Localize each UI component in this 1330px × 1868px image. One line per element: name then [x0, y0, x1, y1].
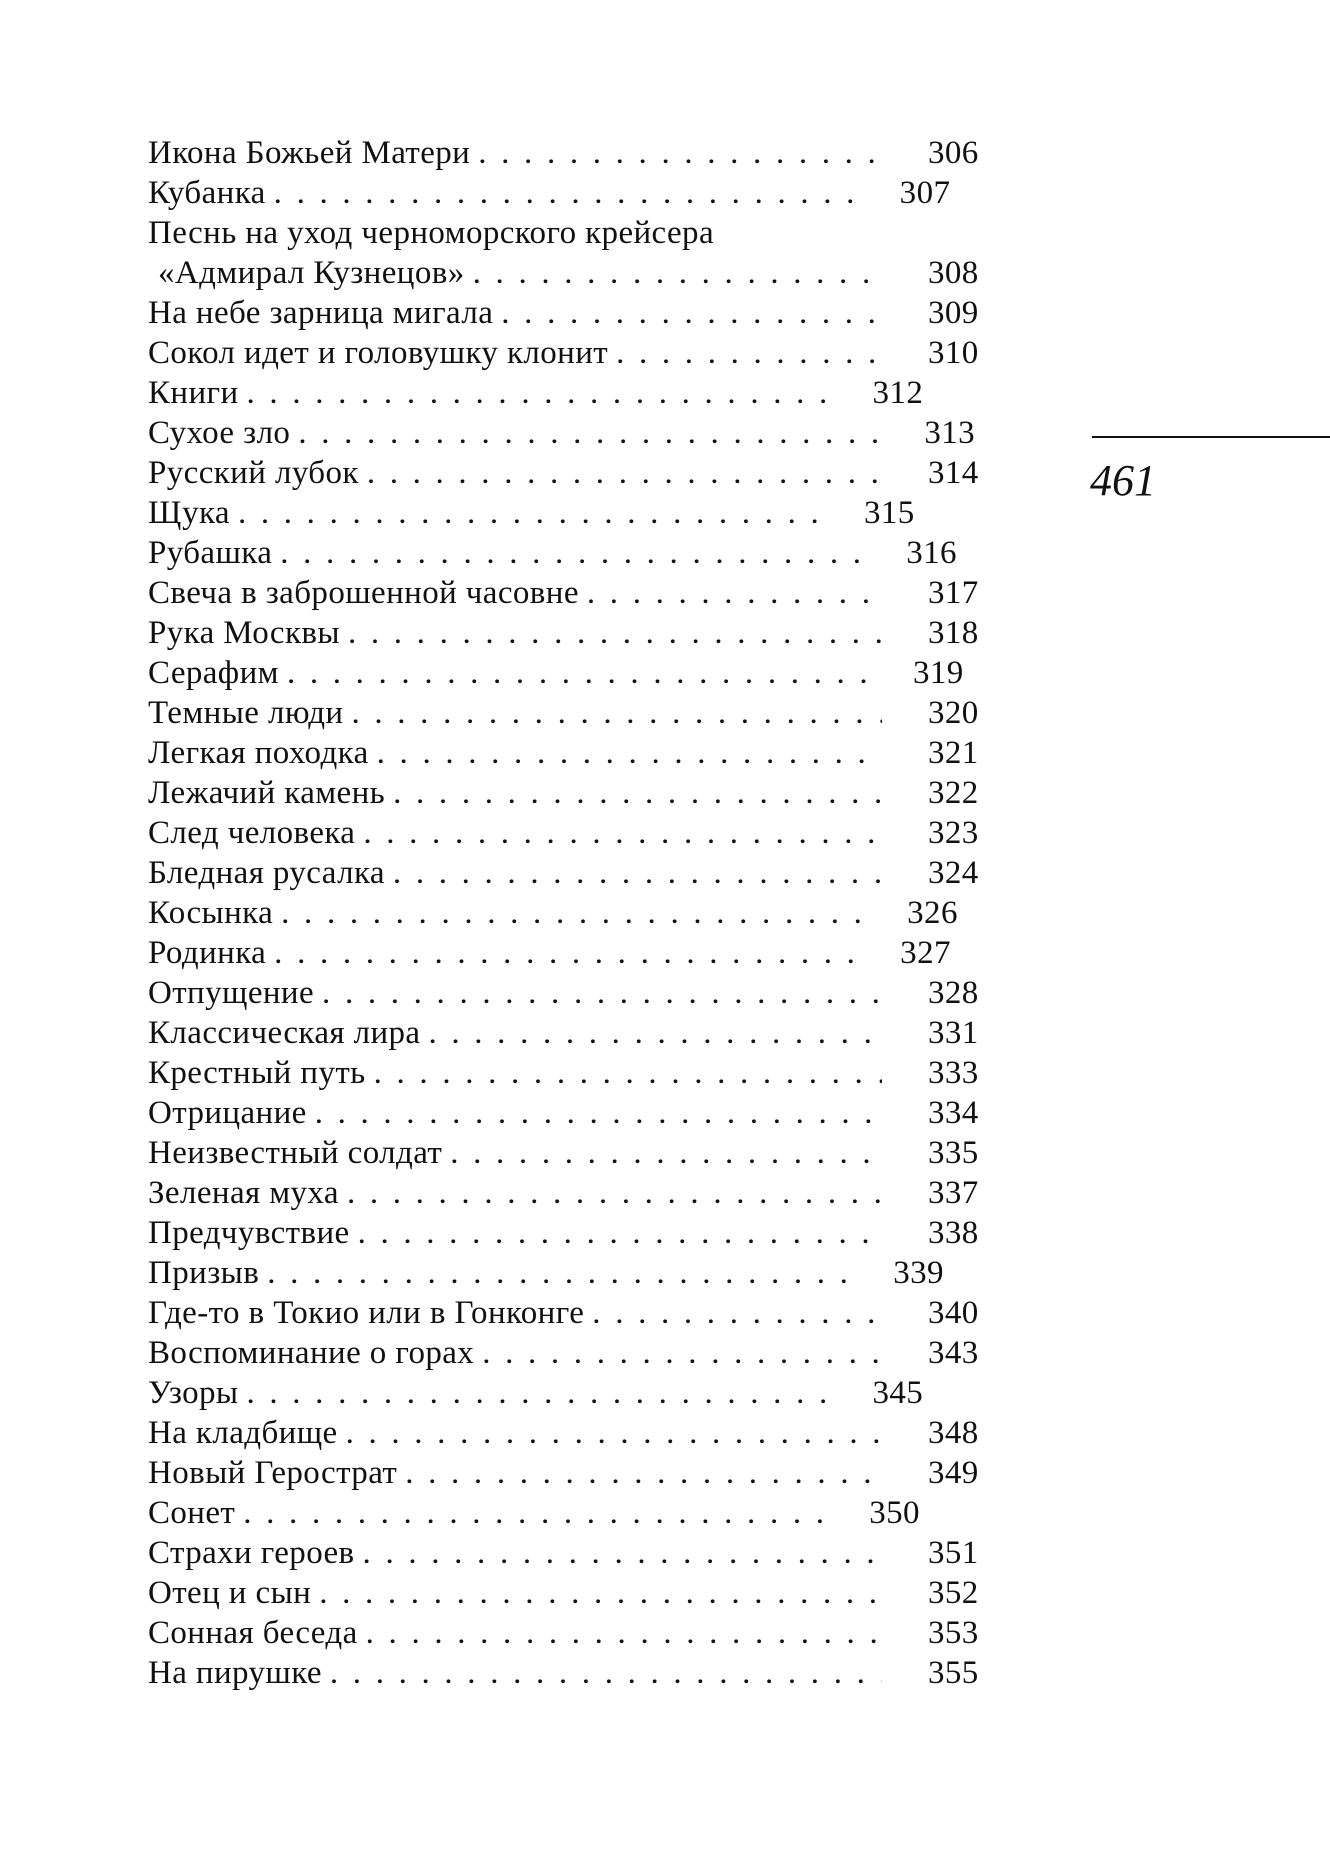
toc-dot-leader — [351, 693, 882, 733]
toc-entry — [148, 573, 998, 613]
toc-dot-leader — [280, 533, 860, 573]
toc-entry-page: 323 — [928, 815, 979, 851]
toc-entry-title: Отпущение — [148, 975, 315, 1011]
toc-entry — [148, 893, 998, 933]
toc-entry — [148, 293, 998, 333]
toc-entry-title: «Адмирал Кузнецов» — [158, 255, 465, 291]
toc-dot-leader — [377, 733, 882, 773]
toc-entry-page: 328 — [928, 975, 979, 1011]
toc-entry — [148, 333, 998, 373]
toc-entry-title: Предчувствие — [148, 1215, 350, 1251]
toc-entry — [148, 1453, 998, 1493]
toc-dot-leader — [363, 813, 882, 853]
toc-dot-leader — [287, 653, 867, 693]
toc-entry — [148, 1213, 998, 1253]
toc-dot-leader — [374, 1053, 882, 1093]
toc-entry-title: Крестный путь — [148, 1055, 366, 1091]
toc-entry-page: 318 — [928, 615, 979, 651]
toc-entry-page: 309 — [928, 295, 979, 331]
toc-entry — [148, 613, 998, 653]
toc-entry-page: 317 — [928, 575, 979, 611]
toc-entry-title: Призыв — [148, 1255, 260, 1291]
toc-entry-title: Свеча в заброшенной часовне — [148, 575, 579, 611]
toc-dot-leader — [393, 853, 882, 893]
toc-entry-title: Темные люди — [148, 695, 344, 731]
toc-entry-page: 315 — [863, 495, 915, 531]
toc-entry — [148, 973, 998, 1013]
toc-entry — [148, 1533, 998, 1573]
toc-entry — [148, 1173, 998, 1213]
toc-entry — [148, 1253, 998, 1293]
toc-dot-leader — [367, 453, 882, 493]
toc-entry — [148, 1093, 998, 1133]
toc-entry — [148, 1573, 998, 1613]
toc-entry-title: След человека — [148, 815, 356, 851]
toc-dot-leader — [346, 1413, 882, 1453]
toc-entry — [148, 213, 998, 253]
toc-entry-page: 326 — [907, 895, 958, 931]
toc-entry-title: Сокол идет и головушку клонит — [148, 335, 609, 371]
toc-dot-leader — [482, 1333, 882, 1373]
toc-entry — [148, 933, 998, 973]
toc-dot-leader — [348, 613, 882, 653]
toc-dot-leader — [319, 1573, 882, 1613]
toc-entry-title: Серафим — [148, 655, 279, 691]
toc-entry-page: 338 — [928, 1215, 979, 1251]
toc-entry — [148, 1613, 998, 1653]
toc-dot-leader — [274, 933, 854, 973]
toc-entry-title: Книги — [148, 375, 239, 411]
toc-entry — [148, 1293, 998, 1333]
toc-entry-page: 349 — [928, 1455, 979, 1491]
toc-entry — [148, 733, 998, 773]
toc-entry-title: Где-то в Токио или в Гонконге — [148, 1295, 585, 1331]
toc-entry-page: 343 — [928, 1335, 979, 1371]
toc-dot-leader — [405, 1453, 882, 1493]
toc-dot-leader — [330, 1653, 882, 1693]
toc-entry-page: 339 — [893, 1255, 944, 1291]
toc-entry-page: 350 — [869, 1495, 920, 1531]
toc-dot-leader — [322, 973, 882, 1013]
toc-entry-page: 313 — [924, 415, 976, 451]
toc-entry — [148, 253, 998, 293]
toc-entry — [148, 1493, 998, 1533]
toc-dot-leader — [358, 1213, 882, 1253]
toc-entry-title: Лежачий камень — [148, 775, 386, 811]
toc-entry-page: 351 — [928, 1535, 979, 1571]
toc-entry-page: 319 — [912, 655, 964, 691]
toc-dot-leader — [347, 1173, 882, 1213]
toc-dot-leader — [501, 293, 882, 333]
toc-entry-title: Щука — [148, 495, 230, 531]
toc-entry-page: 337 — [928, 1175, 979, 1211]
toc-dot-leader — [298, 413, 878, 453]
toc-dot-leader — [243, 1493, 823, 1533]
toc-entry-page: 324 — [928, 855, 979, 891]
toc-entry-page: 310 — [928, 335, 979, 371]
toc-dot-leader — [274, 173, 854, 213]
toc-dot-leader — [267, 1253, 847, 1293]
toc-entry — [148, 813, 998, 853]
toc-entry — [148, 773, 998, 813]
toc-entry-title: Воспоминание о горах — [148, 1335, 475, 1371]
toc-entry — [148, 1413, 998, 1453]
toc-entry-page: 307 — [899, 175, 951, 211]
toc-entry-page: 340 — [928, 1295, 979, 1331]
toc-entry-title: Отец и сын — [148, 1575, 312, 1611]
toc-entry-page: 331 — [928, 1015, 979, 1051]
toc-entry-title: Неизвестный солдат — [148, 1135, 443, 1171]
toc-entry-title: Родинка — [148, 935, 267, 971]
toc-entry-page: 327 — [900, 935, 951, 971]
toc-dot-leader — [428, 1013, 882, 1053]
toc-entry-title: Бледная русалка — [148, 855, 385, 891]
page-number: 461 — [1090, 456, 1156, 505]
toc-entry-title: Рубашка — [148, 535, 273, 571]
toc-entry-page: 355 — [928, 1655, 979, 1691]
toc-entry-page: 353 — [928, 1615, 979, 1651]
toc-dot-leader — [366, 1613, 882, 1653]
toc-entry — [148, 413, 998, 453]
toc-entry-title: Сонет — [148, 1495, 236, 1531]
toc-dot-leader — [393, 773, 882, 813]
toc-entry-title: Новый Герострат — [148, 1455, 398, 1491]
toc-dot-leader — [478, 133, 882, 173]
toc-entry-title: Песнь на уход черноморского крейсера — [148, 215, 715, 251]
toc-entry-title: Отрицание — [148, 1095, 307, 1131]
toc-entry — [148, 1333, 998, 1373]
toc-entry — [148, 653, 998, 693]
toc-dot-leader — [247, 373, 827, 413]
toc-entry-title: Икона Божьей Матери — [148, 135, 471, 171]
toc-entry-page: 352 — [928, 1575, 979, 1611]
toc-entry — [148, 133, 998, 173]
toc-entry-page: 321 — [928, 735, 979, 771]
toc-entry — [148, 693, 998, 733]
toc-entry-page: 312 — [872, 375, 924, 411]
toc-entry — [148, 1013, 998, 1053]
toc-entry-title: На пирушке — [148, 1655, 322, 1691]
toc-entry-page: 308 — [928, 255, 979, 291]
toc-entry-title: Легкая походка — [148, 735, 369, 771]
toc-entry-page: 345 — [872, 1375, 924, 1411]
toc-entry-page: 320 — [928, 695, 979, 731]
toc-entry-page: 335 — [928, 1135, 979, 1171]
toc-entry-title: Сонная беседа — [148, 1615, 358, 1651]
toc-dot-leader — [246, 1373, 826, 1413]
toc-entry-title: Узоры — [148, 1375, 239, 1411]
toc-entry-title: На небе зарница мигала — [148, 295, 494, 331]
toc-entry-title: На кладбище — [148, 1415, 338, 1451]
toc-entry-page: 348 — [928, 1415, 979, 1451]
toc-dot-leader — [473, 253, 882, 293]
toc-entry-page: 306 — [928, 135, 979, 171]
toc-entry — [148, 1653, 998, 1693]
toc-entry — [148, 173, 998, 213]
toc-entry — [148, 1053, 998, 1093]
toc-entry-page: 322 — [928, 775, 979, 811]
toc-entry-page: 316 — [906, 535, 957, 571]
toc-entry-title: Сухое зло — [148, 415, 291, 451]
toc-dot-leader — [450, 1133, 882, 1173]
toc-dot-leader — [587, 573, 882, 613]
toc-entry-title: Косынка — [148, 895, 274, 931]
toc-dot-leader — [592, 1293, 882, 1333]
toc-entry-page: 314 — [928, 455, 979, 491]
toc-dot-leader — [315, 1093, 882, 1133]
toc-entry-title: Зеленая муха — [148, 1175, 339, 1211]
toc-entry — [148, 853, 998, 893]
toc-entry-page: 334 — [928, 1095, 979, 1131]
toc-entry — [148, 1373, 998, 1413]
toc-dot-leader — [363, 1533, 882, 1573]
toc-entry — [148, 493, 998, 533]
toc-entry — [148, 1133, 998, 1173]
toc-dot-leader — [616, 333, 882, 373]
toc-dot-leader — [238, 493, 818, 533]
toc-dot-leader — [281, 893, 861, 933]
folio-rule — [1092, 436, 1330, 438]
toc-entry-page: 333 — [928, 1055, 979, 1091]
toc-entry — [148, 373, 998, 413]
toc-entry-title: Русский лубок — [148, 455, 359, 491]
table-of-contents — [148, 133, 998, 1693]
toc-entry-title: Рука Москвы — [148, 615, 340, 651]
toc-entry-title: Классическая лира — [148, 1015, 421, 1051]
toc-entry — [148, 453, 998, 493]
toc-entry-title: Страхи героев — [148, 1535, 355, 1571]
toc-entry-title: Кубанка — [148, 175, 266, 211]
toc-entry — [148, 533, 998, 573]
